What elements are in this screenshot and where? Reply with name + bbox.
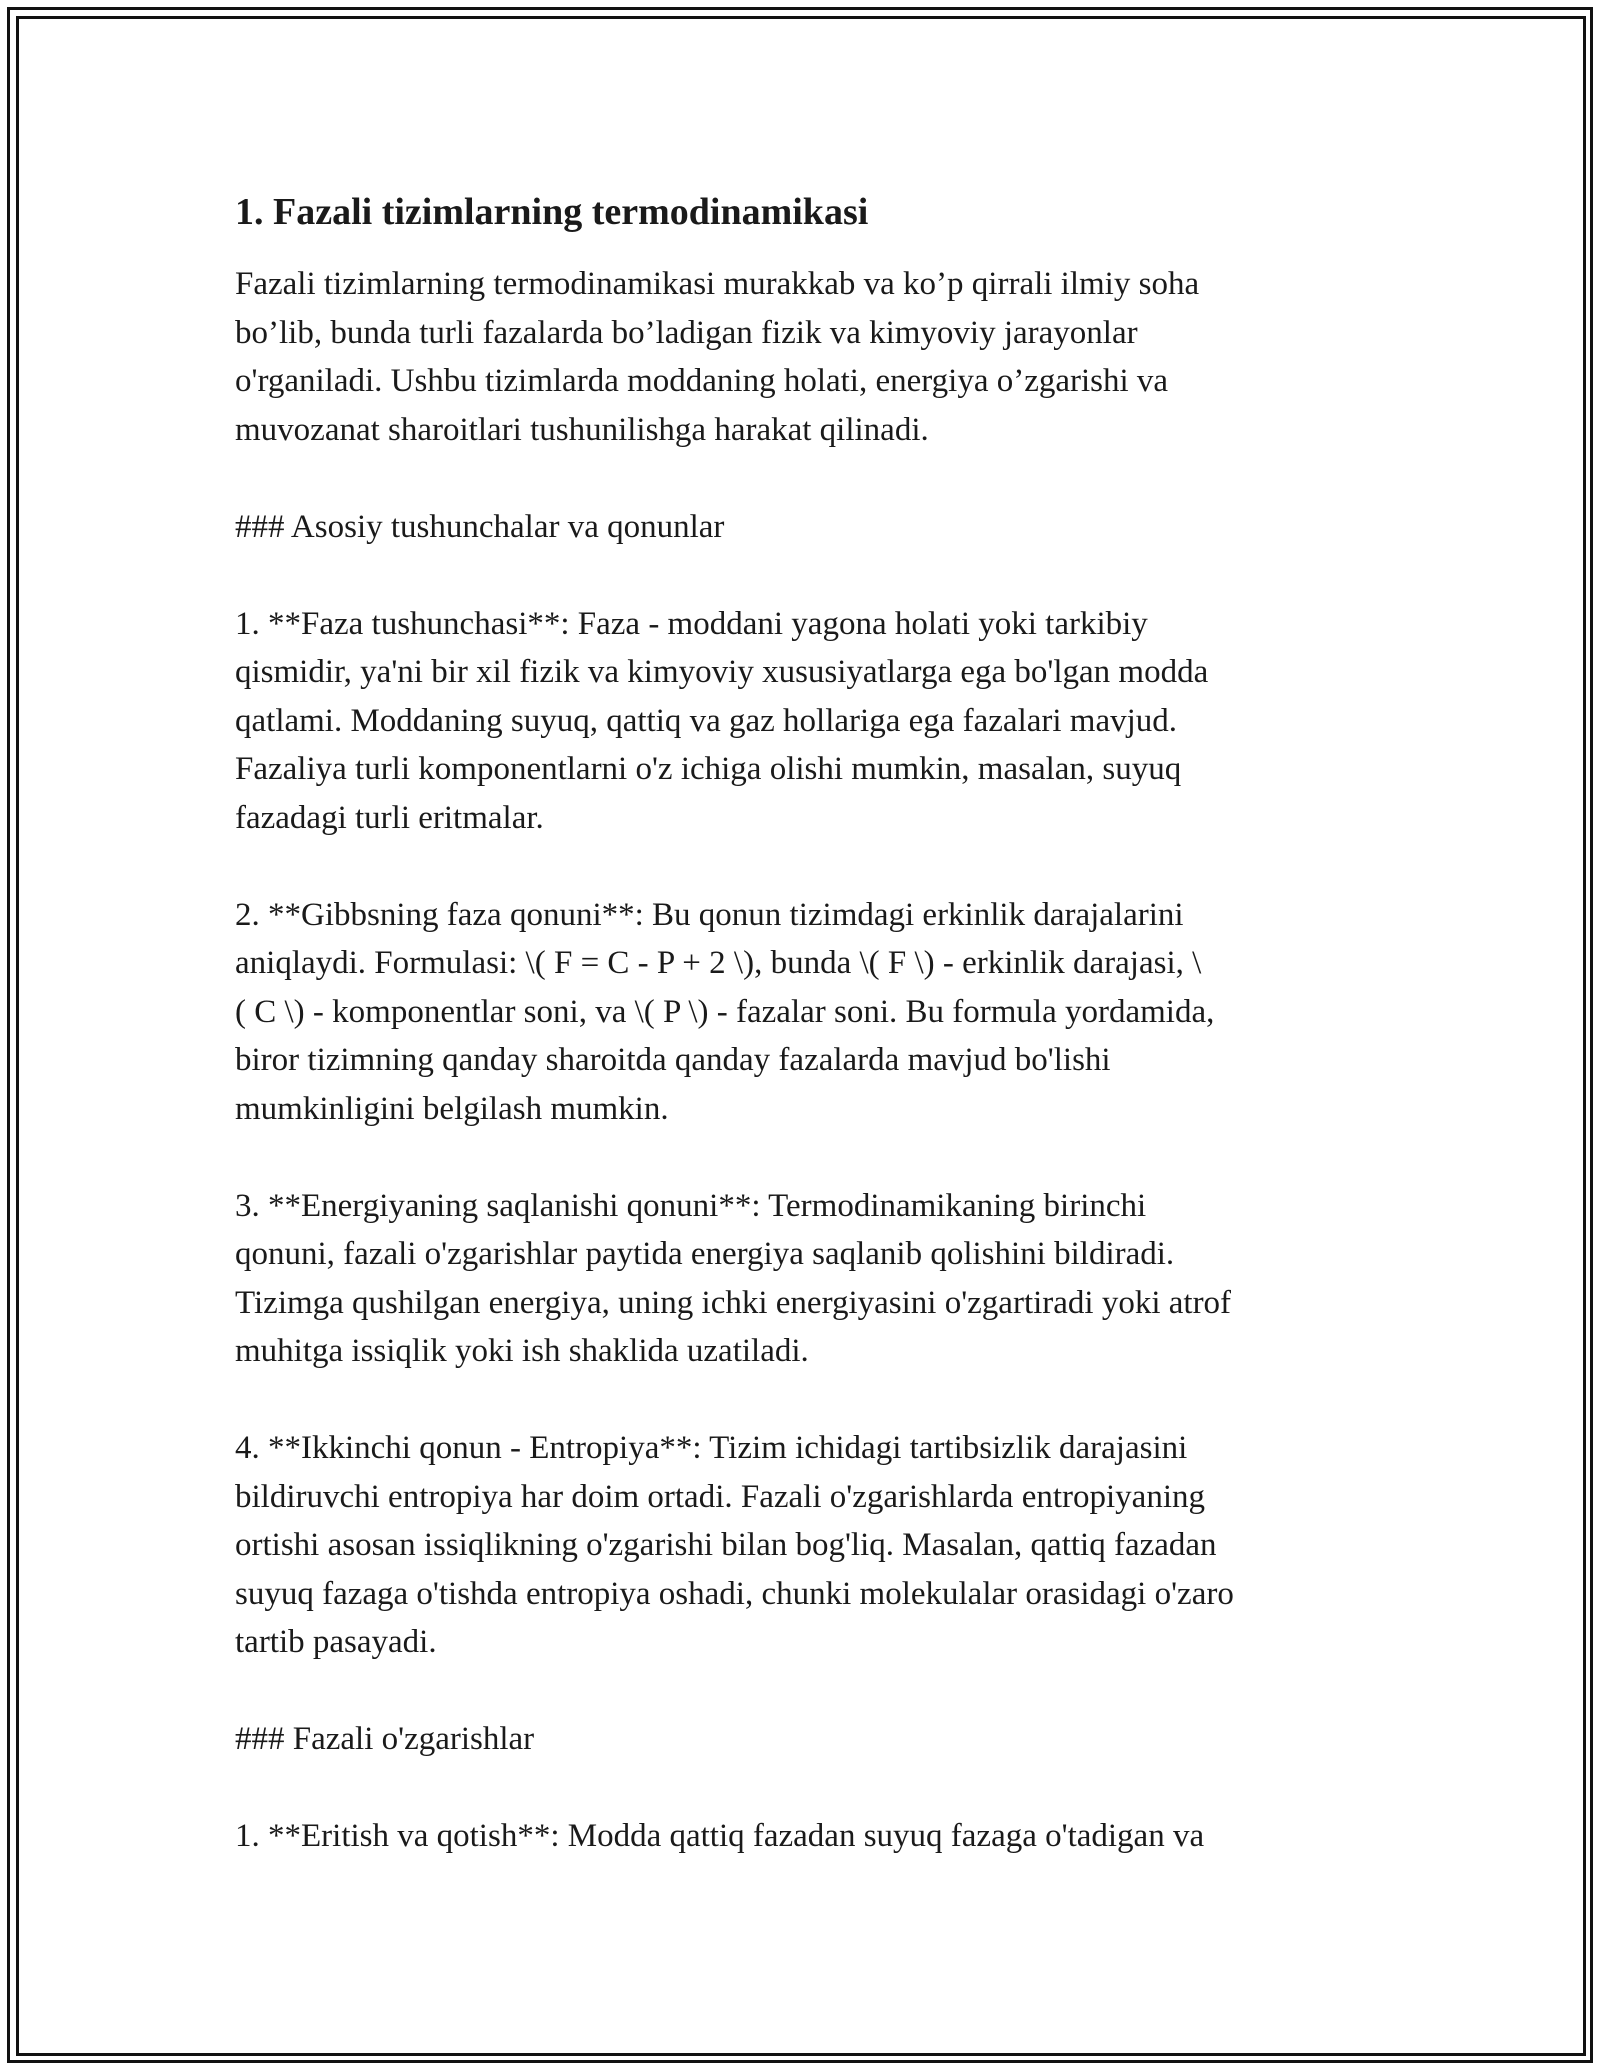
page-title: 1. Fazali tizimlarning termodinamikasi [235,191,869,233]
list-item-phase-concept: 1. **Faza tushunchasi**: Faza - moddani yagona holati yoki tarkibiy qismidir, ya'ni bir xil fizik va kimyoviy xususiyatlarga ega bo'lgan modda qatlami. Moddaning suyuq, qattiq va gaz hollariga ega fazalari mavjud. Fazaliya turli komponentlarni o'z ichiga olishi mumkin, masalan, suyuq fazadagi turli eritmalar. [235,605,1209,836]
list-item-entropy: 4. **Ikkinchi qonun - Entropiya**: Tizim ichidagi tartibsizlik darajasini bildiruvchi entropiya har doim ortadi. Fazali o'zgarishlarda entropiyaning ortishi asosan issiqlikning o'zgarishi bilan bog'liq. Masalan, qattiq fazadan suyuq fazaga o'tishda entropiya oshadi, chunki molekulalar orasidagi o'zaro tartib pasayadi. [235,1430,1234,1660]
list-item-energy-conservation: 3. **Energiyaning saqlanishi qonuni**: Termodinamikaning birinchi qonuni, fazali o'zgarishlar paytida energiya saqlanib qolishini bildiradi. Tizimga qushilgan energiya, uning ichki energiyasini o'zgartiradi yoki atrof muhitga issiqlik yoki ish shaklida uzatiladi. [235,1187,1232,1369]
document-body [235,186,1360,1909]
intro-paragraph: Fazali tizimlarning termodinamikasi murakkab va ko’p qirrali ilmiy soha bo’lib, bunda turli fazalarda bo’ladigan fizik va kimyoviy jarayonlar o'rganiladi. Ushbu tizimlarda moddaning holati, energiya o’zgarishi va muvozanat sharoitlari tushunilishga harakat qilinadi. [235,266,1200,448]
section-heading-phase-changes: ### Fazali o'zgarishlar [235,1721,535,1757]
section-heading-basic-concepts: ### Asosiy tushunchalar va qonunlar [235,508,725,545]
list-item-melting-freezing: 1. **Eritish va qotish**: Modda qattiq fazadan suyuq fazaga o'tadigan va [235,1818,1205,1854]
list-item-gibbs-phase-rule: 2. **Gibbsning faza qonuni**: Bu qonun tizimdagi erkinlik darajalarini aniqlaydi. Formulasi: \( F = C - P + 2 \), bunda \( F \) - erkinlik darajasi, \ ( C \) - komponentlar soni, va \( P \) - fazalar soni. Bu formula yordamida, biror tizimning qanday sharoitda qanday fazalarda mavjud bo'lishi mumkinligini belgilash mumkin. [235,896,1215,1127]
